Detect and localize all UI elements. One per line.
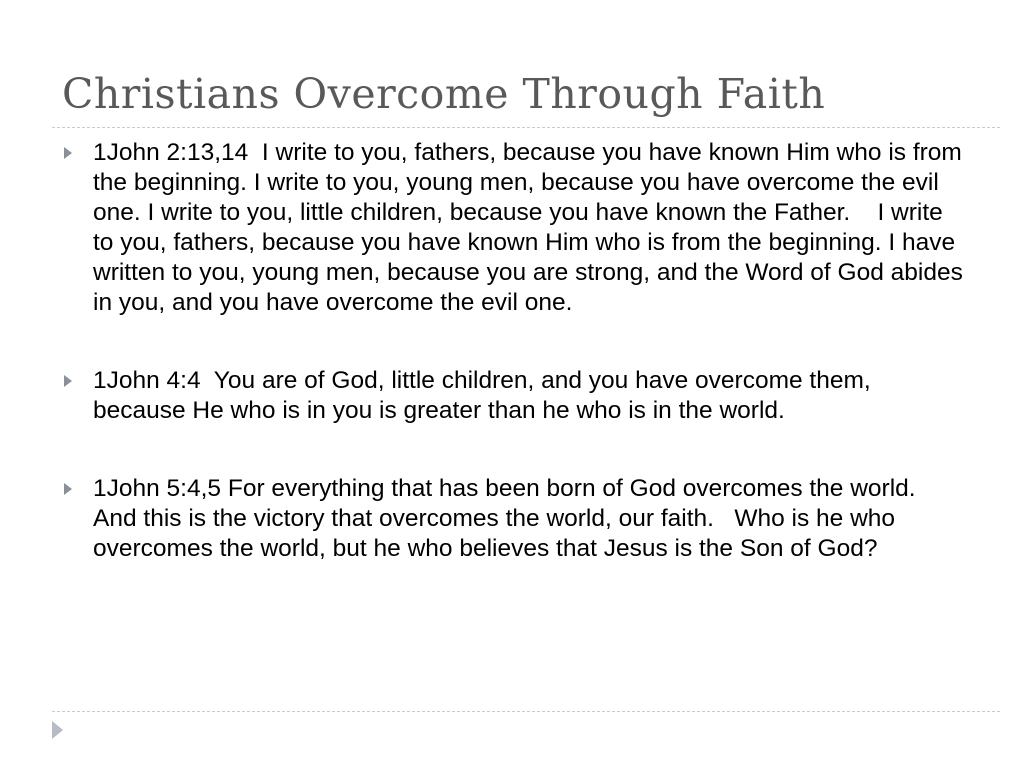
list-item: [64, 474, 964, 564]
title-divider: [52, 127, 1000, 128]
bullet-list: [64, 138, 970, 612]
triangle-bullet-icon: [64, 375, 72, 387]
list-item: [64, 138, 970, 318]
slide-title: Christians Overcome Through Faith: [62, 70, 826, 118]
list-item: [64, 366, 964, 426]
triangle-bullet-icon: [64, 483, 72, 495]
list-item-text: 1John 5:4,5 For everything that has been born of God overcomes the world. And this is the victory that overcomes the world, our faith. Who is he who overcomes the world, but he who believes that Jesus is the Son of God?: [93, 475, 922, 562]
list-item-text: 1John 2:13,14 I write to you, fathers, because you have known Him who is from the beginning. I write to you, young men, because you have overcome the evil one. I write to you, little children, because you have known the Father. I write to you, fathers, because you have known Him who is from the beginning. I have written to you, young men, because you are strong, and the Word of God abides in you, and you have overcome the evil one.: [93, 139, 970, 316]
list-item-text: 1John 4:4 You are of God, little children, and you have overcome them, because He who is in you is greater than he who is in the world.: [93, 367, 878, 424]
triangle-bullet-icon: [64, 147, 72, 159]
triangle-corner-icon: [52, 721, 63, 739]
footer-divider: [52, 711, 1000, 712]
